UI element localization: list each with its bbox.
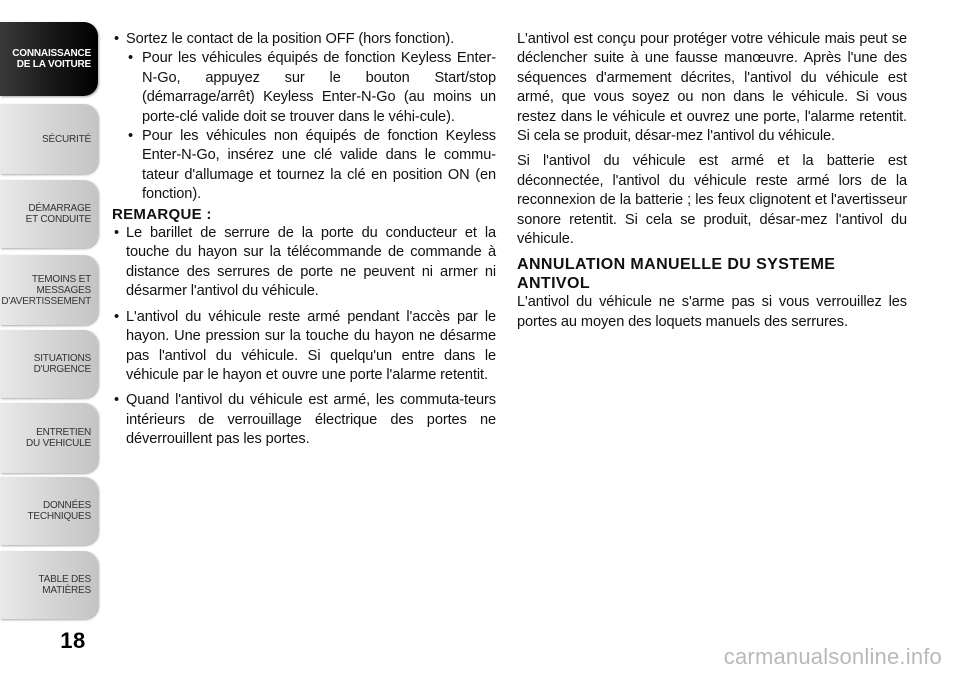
left-column: [112, 30, 496, 450]
remark-title: REMARQUE :: [112, 205, 212, 223]
tab-demarrage-et-conduite[interactable]: DÉMARRAGE ET CONDUITE: [0, 180, 98, 248]
tab-table-des-matieres[interactable]: TABLE DES MATIÈRES: [0, 551, 98, 619]
list-item: • Sortez le contact de la position OFF (hors fonction).: [112, 30, 496, 49]
paragraph: L'antivol est conçu pour protéger votre véhicule mais peut se déclencher suite à une fausse manœuvre. Après l'une des séquences d'armement décrites, l'antivol du véhicule est armé, que vous soyez ou non dans le véhicule. Si vous restez dans le véhicule et ouvrez une porte, l'alarme retentit. Si cela se produit, désar-mez l'antivol du véhicule.: [517, 31, 907, 145]
section-heading: ANNULATION MANUELLE DU SYSTEME ANTIVOL: [517, 256, 836, 293]
section-sidebar: [0, 0, 100, 678]
watermark: carmanualsonline.info: [723, 644, 942, 669]
right-column: [517, 30, 907, 332]
list-item: • Le barillet de serrure de la porte du conducteur et la touche du hayon sur la télécommande de commande à distance des serrures de porte ne peuvent ni armer ni désarmer l'antivol du véhicule.: [112, 224, 496, 302]
tab-temoins-et-messages[interactable]: TEMOINS ET MESSAGES D'AVERTISSEMENT: [0, 255, 98, 325]
page-number: 18: [60, 628, 86, 653]
tab-donnees-techniques[interactable]: DONNÉES TECHNIQUES: [0, 477, 98, 545]
sub-list-item: • Pour les véhicules non équipés de fonction Keyless Enter-N-Go, insérez une clé valide dans le commu-tateur d'allumage et tournez la clé en position ON (en fonction).: [112, 127, 496, 205]
paragraph: Si l'antivol du véhicule est armé et la batterie est déconnectée, l'antivol du véhicule reste armé lors de la reconnexion de la batterie ; les feux clignotent et l'avertisseur sonore retentit. Si cela se produit, désar-mez l'antivol du véhicule.: [517, 153, 907, 248]
tab-securite[interactable]: SÉCURITÉ: [0, 104, 98, 174]
list-item: • L'antivol du véhicule reste armé pendant l'accès par le hayon. Une pression sur la touche du hayon ne désarme pas l'antivol du véhicule. Si quelqu'un entre dans le véhicule par le hayon et ouvre une porte l'alarme retentit.: [112, 308, 496, 386]
sub-list-item: • Pour les véhicules équipés de fonction Keyless Enter-N-Go, appuyez sur le bouton Start/stop (démarrage/arrêt) Keyless Enter-N-Go (au moins un porte-clé valide doit se trouver dans le véhi-cule).: [112, 49, 496, 127]
paragraph: L'antivol du véhicule ne s'arme pas si vous verrouillez les portes au moyen des loquets manuels des serrures.: [517, 294, 907, 330]
tab-situations-d-urgence[interactable]: SITUATIONS D'URGENCE: [0, 330, 98, 398]
list-item: • Quand l'antivol du véhicule est armé, les commuta-teurs intérieurs de verrouillage électrique des portes ne déverrouillent pas les portes.: [112, 391, 496, 449]
tab-entretien-du-vehicule[interactable]: ENTRETIEN DU VEHICULE: [0, 403, 98, 473]
tab-connaissance-de-la-voiture[interactable]: CONNAISSANCE DE LA VOITURE: [0, 22, 98, 96]
